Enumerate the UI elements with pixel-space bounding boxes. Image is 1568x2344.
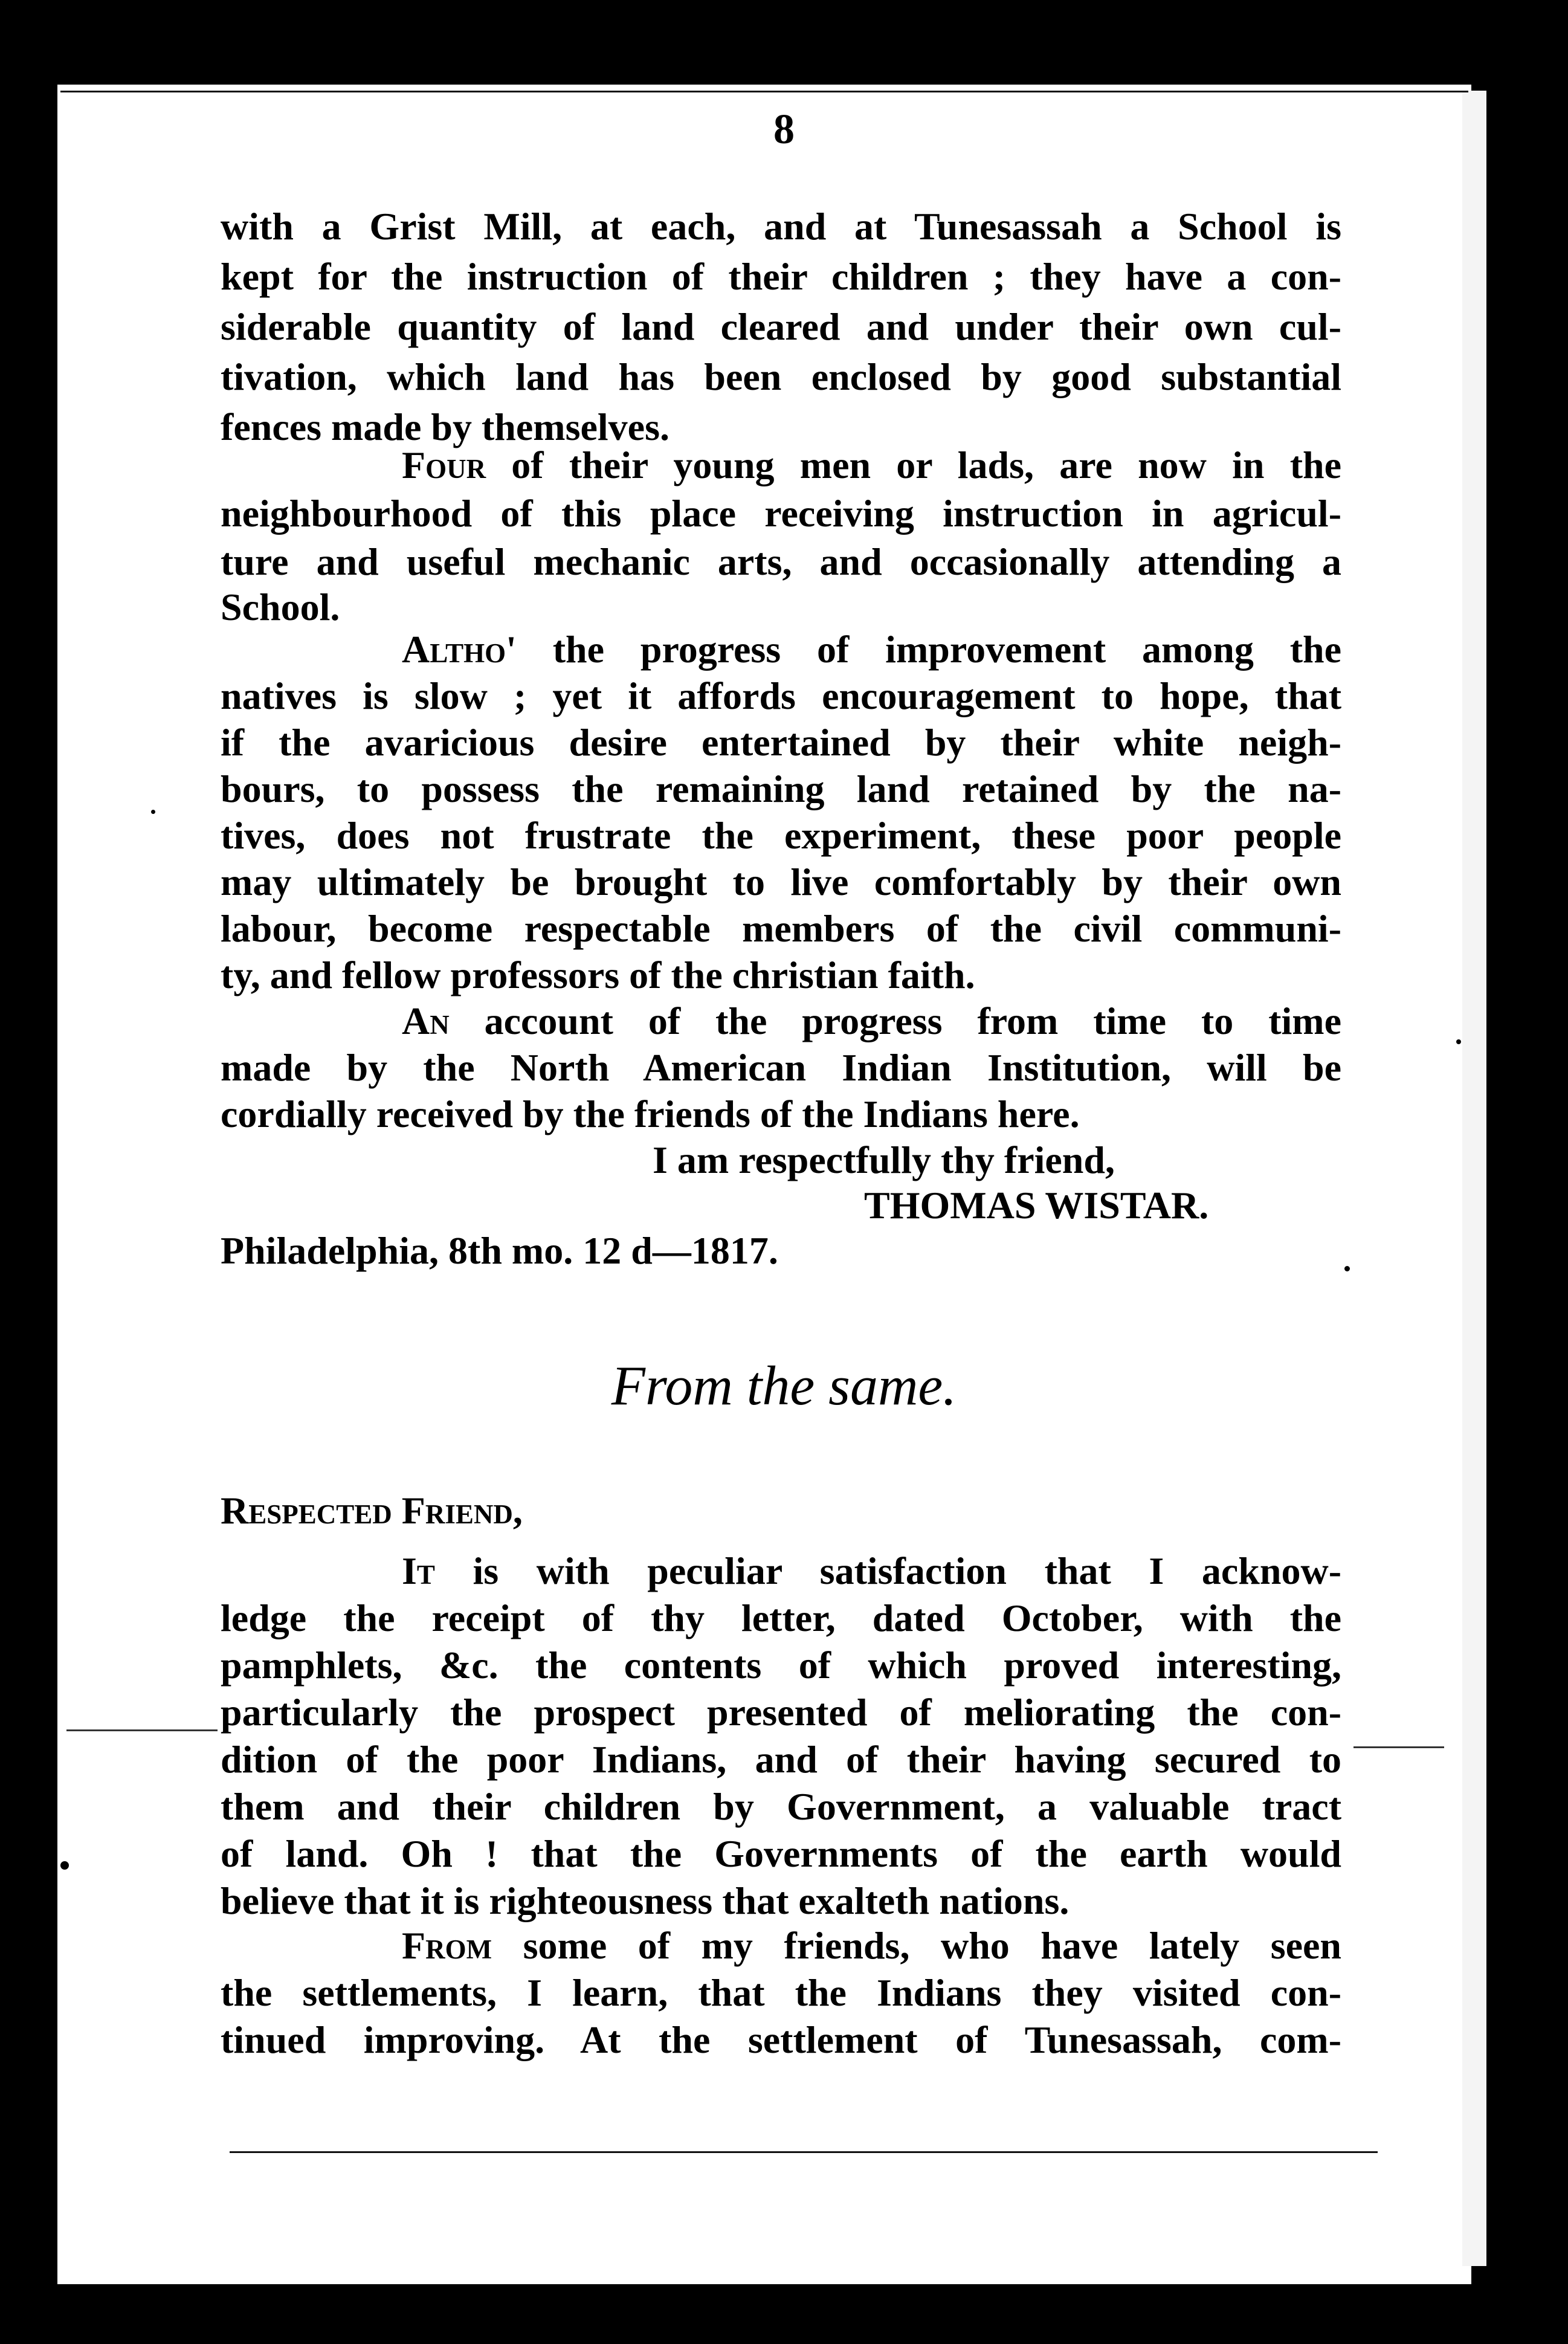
scan-speck (1344, 1266, 1350, 1271)
text-line: with a Grist Mill, at each, and at Tunesassah a School is (221, 205, 1341, 248)
page-edge (1462, 91, 1486, 2266)
text-run: account of the progress from time to time (449, 999, 1341, 1042)
section-heading: From the same. (611, 1355, 957, 1416)
text-line: tinued improving. At the settlement of Tunesassah, com- (221, 2018, 1341, 2061)
text-line: of land. Oh ! that the Governments of the earth would (221, 1832, 1341, 1875)
text-line: made by the North American Indian Institution, will be (221, 1046, 1341, 1089)
text-line: them and their children by Government, a valuable tract (221, 1785, 1341, 1828)
text-line: School. (221, 586, 340, 628)
text-line: ty, and fellow professors of the christian faith. (221, 954, 975, 996)
paragraph-first-line (402, 625, 1341, 674)
text-line: cordially received by the friends of the Indians here. (221, 1093, 1080, 1135)
scan-speck (60, 1861, 69, 1870)
paragraph-first-line (402, 1547, 1341, 1595)
text-line: fences made by themselves. (221, 405, 669, 448)
text-run: is with peculiar satisfaction that I acknow- (434, 1549, 1341, 1592)
text-line: siderable quantity of land cleared and under their own cul- (221, 305, 1341, 348)
text-line: the settlements, I learn, that the Indians they visited con- (221, 1971, 1341, 2014)
paragraph-first-line (402, 997, 1341, 1045)
lead-word: An (402, 999, 450, 1042)
text-line: pamphlets, &c. the contents of which proved interesting, (221, 1644, 1341, 1687)
bottom-scan-edge (230, 2151, 1378, 2153)
dateline: Philadelphia, 8th mo. 12 d—1817. (221, 1229, 778, 1272)
paragraph-first-line (402, 1922, 1341, 1970)
closing-line: I am respectfully thy friend, (653, 1138, 1115, 1181)
text-line: ledge the receipt of thy letter, dated October, with the (221, 1597, 1341, 1639)
scan-mark (66, 1729, 218, 1731)
text-line: if the avaricious desire entertained by their white neigh- (221, 721, 1341, 764)
text-line: tives, does not frustrate the experiment, these poor people (221, 814, 1341, 857)
lead-word: From (402, 1924, 492, 1967)
text-run: some of my friends, who have lately seen (492, 1924, 1341, 1967)
paragraph-first-line (402, 441, 1341, 489)
text-run: of their young men or lads, are now in the (486, 444, 1341, 486)
text-line: tivation, which land has been enclosed by good substantial (221, 355, 1341, 398)
scan-speck (1456, 1039, 1461, 1044)
text-line: labour, become respectable members of the civil communi- (221, 907, 1341, 950)
salutation: Respected Friend, (221, 1489, 523, 1532)
lead-word: Four (402, 444, 486, 486)
lead-word: Altho' (402, 628, 517, 671)
text-run: the progress of improvement among the (516, 628, 1341, 671)
scan-speck (151, 810, 155, 814)
page-number: 8 (773, 106, 795, 153)
text-line: may ultimately be brought to live comfortably by their own (221, 860, 1341, 903)
text-line: natives is slow ; yet it affords encouragement to hope, that (221, 674, 1341, 717)
text-line: neighbourhood of this place receiving instruction in agricul- (221, 492, 1341, 535)
text-line: kept for the instruction of their children ; they have a con- (221, 255, 1341, 298)
text-line: ture and useful mechanic arts, and occasionally attending a (221, 540, 1341, 583)
text-line: dition of the poor Indians, and of their having secured to (221, 1738, 1341, 1781)
top-scan-edge (60, 91, 1468, 92)
scan-mark (1353, 1746, 1444, 1748)
text-line: particularly the prospect presented of meliorating the con- (221, 1691, 1341, 1734)
signature: THOMAS WISTAR. (864, 1184, 1209, 1227)
lead-word: It (402, 1549, 435, 1592)
text-line: believe that it is righteousness that exalteth nations. (221, 1879, 1070, 1922)
text-line: bours, to possess the remaining land retained by the na- (221, 767, 1341, 810)
